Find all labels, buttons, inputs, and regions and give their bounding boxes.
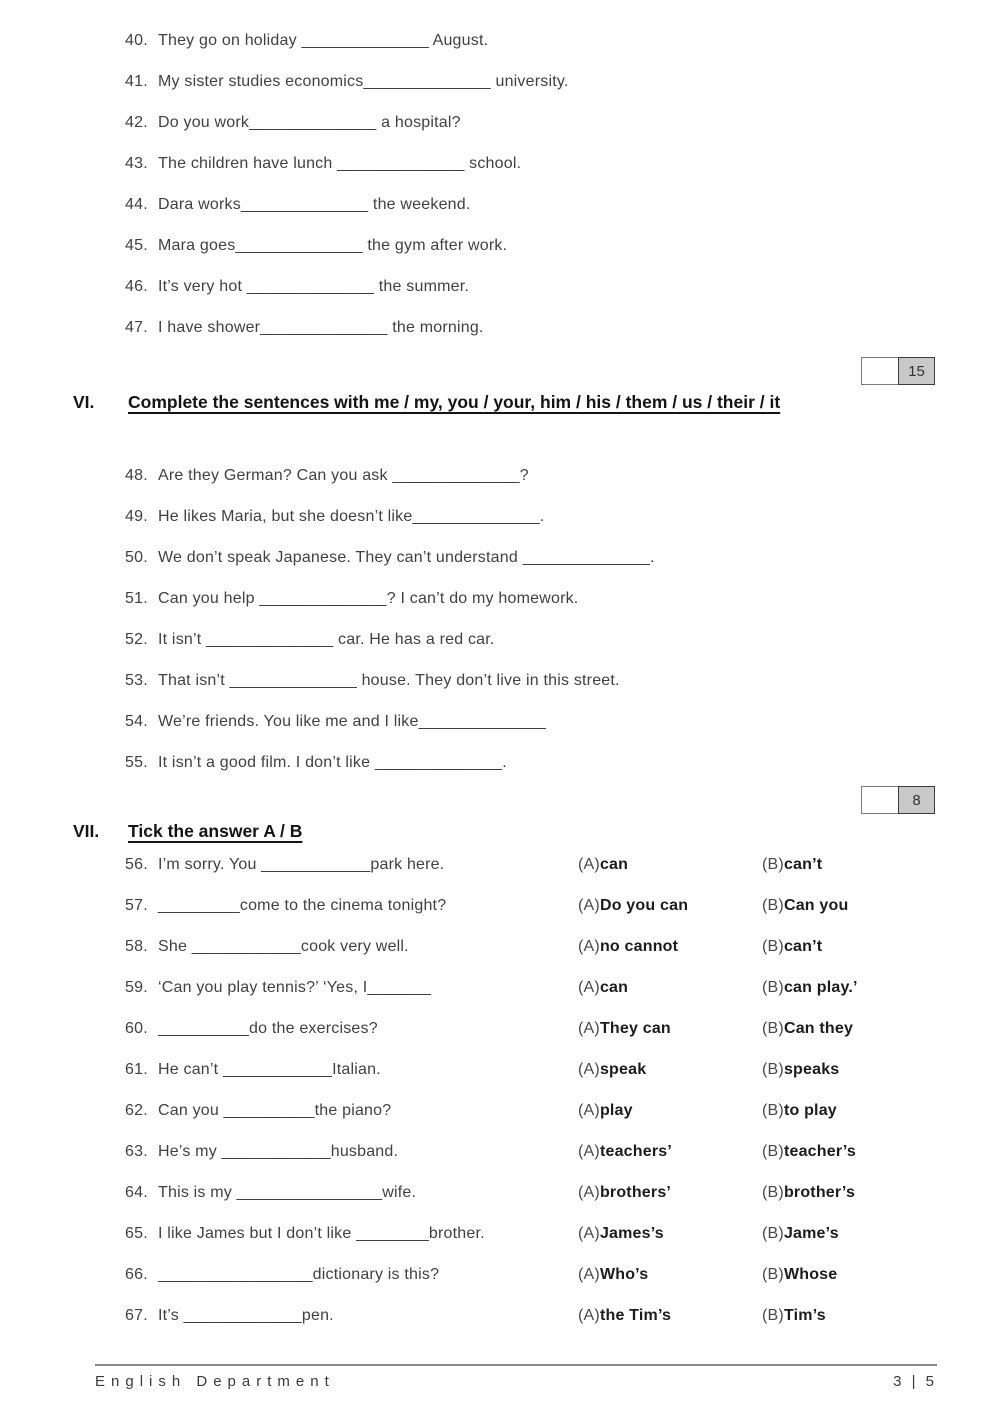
question-number: 54. (125, 712, 148, 730)
option-a-label: (A) (578, 1019, 600, 1037)
option-a (578, 1020, 762, 1038)
mc-question-row (125, 885, 1000, 926)
option-a-text: can (599, 855, 629, 873)
option-b (762, 897, 1000, 915)
option-a-label: (A) (578, 978, 600, 996)
question-number: 41. (125, 72, 148, 90)
question-number: 52. (125, 630, 148, 648)
option-a (578, 1184, 762, 1202)
mc-question-row (125, 967, 1000, 1008)
question-number: 62. (125, 1101, 148, 1119)
option-a-label: (A) (578, 1142, 600, 1160)
option-a (578, 979, 762, 997)
option-a (578, 938, 762, 956)
option-a-text: can (599, 978, 629, 996)
question-number: 53. (125, 671, 148, 689)
score-value-cell: 15 (898, 357, 935, 385)
score-box (0, 357, 935, 385)
option-b-text: Can you (783, 896, 849, 914)
question-row (125, 578, 1000, 619)
question-text: We’re friends. You like me and I like______________ (158, 712, 546, 730)
question-row (125, 225, 1000, 266)
question-number: 49. (125, 507, 148, 525)
option-b (762, 1061, 1000, 1079)
option-a (578, 1102, 762, 1120)
option-b (762, 1225, 1000, 1243)
question-text: __________do the exercises? (158, 1019, 378, 1037)
question-text: The children have lunch ______________ school. (158, 154, 522, 172)
question-number: 43. (125, 154, 148, 172)
score-value-cell: 8 (898, 786, 935, 814)
question-number: 66. (125, 1265, 148, 1283)
option-a-label: (A) (578, 937, 600, 955)
option-b-label: (B) (762, 1060, 784, 1078)
question-text: _________come to the cinema tonight? (158, 896, 447, 914)
mc-question-row (125, 1090, 1000, 1131)
question-number: 67. (125, 1306, 148, 1324)
option-a-text: James’s (599, 1224, 664, 1242)
footer-department: English Department (95, 1373, 335, 1390)
option-b (762, 1102, 1000, 1120)
option-a (578, 856, 762, 874)
fill-in-questions-top (0, 0, 1000, 348)
mc-question-row (125, 1008, 1000, 1049)
section-numeral: VI. (73, 392, 95, 412)
option-a-text: the Tim’s (599, 1306, 672, 1324)
option-b-text: can play.’ (783, 978, 858, 996)
option-a-label: (A) (578, 1183, 600, 1201)
option-b-label: (B) (762, 1019, 784, 1037)
question-number: 50. (125, 548, 148, 566)
question-row (125, 184, 1000, 225)
option-b-text: brother’s (783, 1183, 856, 1201)
option-a-label: (A) (578, 896, 600, 914)
question-number: 56. (125, 855, 148, 873)
option-a-text: play (599, 1101, 633, 1119)
option-a-label: (A) (578, 1306, 600, 1324)
question-row (125, 496, 1000, 537)
question-text: This is my ________________wife. (158, 1183, 417, 1201)
question-text: My sister studies economics______________ university. (158, 72, 569, 90)
question-number: 60. (125, 1019, 148, 1037)
question-row (125, 143, 1000, 184)
option-b-text: Tim’s (783, 1306, 826, 1324)
option-a-text: They can (599, 1019, 671, 1037)
question-number: 59. (125, 978, 148, 996)
question-text: It isn’t a good film. I don’t like ______________. (158, 753, 507, 771)
question-text: Do you work______________ a hospital? (158, 113, 461, 131)
mc-question-row (125, 844, 1000, 885)
option-b-label: (B) (762, 1101, 784, 1119)
option-a-label: (A) (578, 1101, 600, 1119)
question-number: 40. (125, 31, 148, 49)
question-text: Can you help ______________? I can’t do my homework. (158, 589, 579, 607)
question-number: 51. (125, 589, 148, 607)
mc-question-row (125, 926, 1000, 967)
option-a-text: teachers’ (599, 1142, 673, 1160)
question-text: That isn’t ______________ house. They don’t live in this street. (158, 671, 620, 689)
question-text: It’s _____________pen. (158, 1306, 334, 1324)
score-empty-cell (861, 786, 898, 814)
option-b-text: to play (783, 1101, 837, 1119)
question-number: 47. (125, 318, 148, 336)
option-a (578, 897, 762, 915)
page-footer (95, 1364, 937, 1390)
question-number: 45. (125, 236, 148, 254)
question-row (125, 307, 1000, 348)
option-b-text: Whose (783, 1265, 838, 1283)
question-text: She ____________cook very well. (158, 937, 409, 955)
option-b-text: Jame’s (783, 1224, 839, 1242)
option-b (762, 1184, 1000, 1202)
score-empty-cell (861, 357, 898, 385)
section-vii-questions (0, 844, 1000, 1336)
question-number: 61. (125, 1060, 148, 1078)
question-text: Are they German? Can you ask ______________? (158, 466, 529, 484)
option-a-text: no cannot (599, 937, 679, 955)
question-row (125, 61, 1000, 102)
question-text: _________________dictionary is this? (158, 1265, 440, 1283)
section-title: Complete the sentences with me / my, you / your, him / his / them / us / their / it (128, 392, 781, 412)
question-row (125, 455, 1000, 496)
question-text: It’s very hot ______________ the summer. (158, 277, 470, 295)
option-b-label: (B) (762, 1306, 784, 1324)
mc-question-row (125, 1213, 1000, 1254)
option-b (762, 1266, 1000, 1284)
score-box (0, 786, 935, 814)
question-text: ‘Can you play tennis?’ ‘Yes, I_______ (158, 978, 432, 996)
option-b-text: can’t (783, 937, 823, 955)
option-a-text: Who’s (599, 1265, 649, 1283)
option-b-label: (B) (762, 937, 784, 955)
mc-question-row (125, 1131, 1000, 1172)
question-text: I have shower______________ the morning. (158, 318, 484, 336)
question-text: They go on holiday ______________ August. (158, 31, 489, 49)
question-text: I’m sorry. You ____________park here. (158, 855, 445, 873)
option-b-text: Can they (783, 1019, 854, 1037)
option-a (578, 1061, 762, 1079)
footer-page-number: 3 | 5 (893, 1373, 937, 1390)
question-text: I like James but I don’t like ________brother. (158, 1224, 485, 1242)
option-a-label: (A) (578, 1060, 600, 1078)
question-row (125, 102, 1000, 143)
question-row (125, 20, 1000, 61)
option-b (762, 938, 1000, 956)
question-number: 64. (125, 1183, 148, 1201)
question-text: We don’t speak Japanese. They can’t understand ______________. (158, 548, 655, 566)
section-vii-heading (0, 821, 1000, 846)
question-number: 63. (125, 1142, 148, 1160)
question-row (125, 619, 1000, 660)
option-b (762, 979, 1000, 997)
question-text: Mara goes______________ the gym after work. (158, 236, 508, 254)
option-a-text: speak (599, 1060, 647, 1078)
question-number: 48. (125, 466, 148, 484)
question-row (125, 537, 1000, 578)
option-a-label: (A) (578, 1265, 600, 1283)
option-b-label: (B) (762, 978, 784, 996)
question-row (125, 742, 1000, 783)
question-text: He likes Maria, but she doesn’t like______________. (158, 507, 545, 525)
question-text: It isn’t ______________ car. He has a red car. (158, 630, 495, 648)
question-text: Can you __________the piano? (158, 1101, 392, 1119)
option-b-label: (B) (762, 855, 784, 873)
question-number: 55. (125, 753, 148, 771)
option-a (578, 1307, 762, 1325)
question-number: 42. (125, 113, 148, 131)
question-row (125, 660, 1000, 701)
question-number: 58. (125, 937, 148, 955)
option-a-text: Do you can (599, 896, 689, 914)
option-a-label: (A) (578, 1224, 600, 1242)
option-b (762, 1143, 1000, 1161)
option-a-text: brothers’ (599, 1183, 672, 1201)
question-text: Dara works______________ the weekend. (158, 195, 471, 213)
mc-question-row (125, 1049, 1000, 1090)
question-row (125, 266, 1000, 307)
option-a (578, 1266, 762, 1284)
mc-question-row (125, 1172, 1000, 1213)
option-b (762, 856, 1000, 874)
option-b-label: (B) (762, 1183, 784, 1201)
option-b-text: teacher’s (783, 1142, 857, 1160)
question-text: He can’t ____________Italian. (158, 1060, 381, 1078)
question-number: 44. (125, 195, 148, 213)
option-b-label: (B) (762, 896, 784, 914)
question-text: He’s my ____________husband. (158, 1142, 399, 1160)
mc-question-row (125, 1295, 1000, 1336)
option-a-label: (A) (578, 855, 600, 873)
option-b-label: (B) (762, 1224, 784, 1242)
option-b-text: can’t (783, 855, 823, 873)
option-b-text: speaks (783, 1060, 840, 1078)
option-b (762, 1020, 1000, 1038)
question-row (125, 701, 1000, 742)
option-b-label: (B) (762, 1142, 784, 1160)
question-number: 57. (125, 896, 148, 914)
section-numeral: VII. (73, 821, 100, 841)
section-vi-questions (0, 455, 1000, 783)
question-number: 46. (125, 277, 148, 295)
option-b-label: (B) (762, 1265, 784, 1283)
section-title: Tick the answer A / B (128, 821, 303, 841)
option-a (578, 1225, 762, 1243)
question-number: 65. (125, 1224, 148, 1242)
section-vi-heading (0, 392, 1000, 417)
option-b (762, 1307, 1000, 1325)
mc-question-row (125, 1254, 1000, 1295)
option-a (578, 1143, 762, 1161)
